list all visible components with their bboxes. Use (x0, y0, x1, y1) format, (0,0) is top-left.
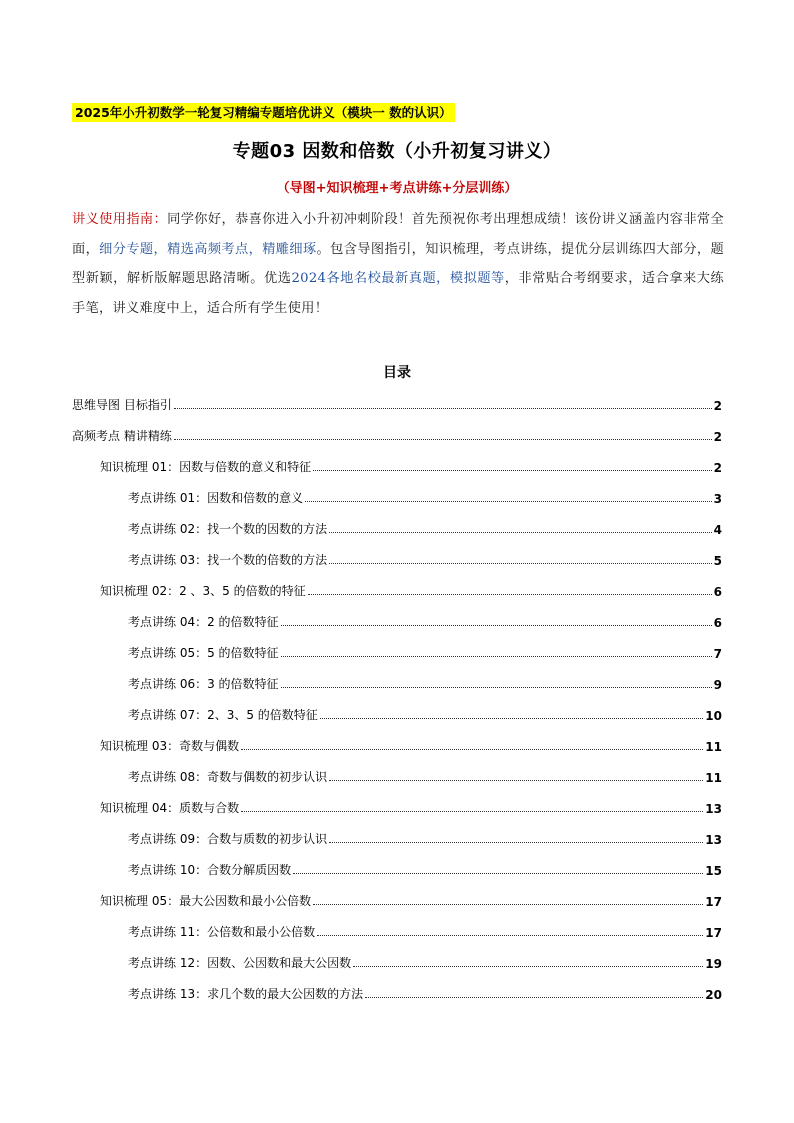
guide-text-2: 。包含导图指引，知识梳理，考点讲练，提优分层训练四大部分，题型新颖，解析版解题思路清晰。优选 (72, 241, 724, 286)
toc-dot-leader (281, 687, 712, 688)
toc-dot-leader (313, 470, 712, 471)
toc-entry[interactable] (100, 457, 722, 475)
toc-entry-label: 考点讲练 06：3 的倍数特征 (128, 677, 279, 691)
toc-heading: 目录 (383, 365, 411, 381)
toc-dot-leader (174, 408, 712, 409)
toc-entry-label: 知识梳理 01：因数与倍数的意义和特征 (100, 460, 312, 474)
toc-entry-label: 考点讲练 11：公倍数和最小公倍数 (128, 925, 316, 939)
toc-entry[interactable] (128, 860, 722, 878)
toc-entry-page: 10 (705, 709, 722, 723)
toc-entry-label: 考点讲练 07：2、3、5 的倍数特征 (128, 708, 318, 722)
toc-entry[interactable] (128, 922, 722, 940)
toc-entry-label: 知识梳理 05：最大公因数和最小公倍数 (100, 894, 312, 908)
page-title: 专题03 因数和倍数（小升初复习讲义） (232, 141, 562, 162)
toc-entry-page: 9 (713, 678, 722, 692)
toc-entry[interactable] (100, 798, 722, 816)
toc-entry-page: 5 (713, 554, 722, 568)
toc-dot-leader (174, 439, 712, 440)
toc-entry-page: 13 (705, 833, 722, 847)
toc-dot-leader (313, 904, 703, 905)
toc-dot-leader (305, 501, 712, 502)
toc-entry[interactable] (128, 984, 722, 1002)
toc-entry-label: 考点讲练 01：因数和倍数的意义 (128, 491, 304, 505)
toc-entry-label: 考点讲练 09：合数与质数的初步认识 (128, 832, 328, 846)
toc-dot-leader (329, 532, 712, 533)
toc-entry-label: 考点讲练 13：求几个数的最大公因数的方法 (128, 987, 364, 1001)
toc-dot-leader (281, 625, 712, 626)
toc-dot-leader (293, 873, 703, 874)
toc-dot-leader (329, 842, 703, 843)
toc-dot-leader (320, 718, 703, 719)
toc-entry[interactable] (100, 736, 722, 754)
toc-dot-leader (317, 935, 703, 936)
toc-entry[interactable] (128, 829, 722, 847)
toc-entry-label: 考点讲练 12：因数、公因数和最大公因数 (128, 956, 352, 970)
toc-entry-page: 3 (713, 492, 722, 506)
toc-entry[interactable] (128, 488, 722, 506)
toc-entry-page: 19 (705, 957, 722, 971)
toc-entry-page: 13 (705, 802, 722, 816)
toc-entry[interactable] (128, 674, 722, 692)
toc-entry-page: 2 (713, 430, 722, 444)
toc-entry-label: 知识梳理 02：2 、3、5 的倍数的特征 (100, 584, 306, 598)
guide-emphasis-1: 细分专题，精选高频考点，精雕细琢 (99, 241, 317, 257)
toc-dot-leader (241, 749, 703, 750)
toc-entry-page: 6 (713, 585, 722, 599)
toc-entry-page: 15 (705, 864, 722, 878)
toc-entry-label: 知识梳理 04：质数与合数 (100, 801, 240, 815)
toc-entry-page: 7 (713, 647, 722, 661)
guide-emphasis-2: 2024各地名校最新真题，模拟题等 (291, 271, 505, 286)
toc-entry[interactable] (128, 953, 722, 971)
toc-entry-page: 4 (713, 523, 722, 537)
toc-entry-label: 考点讲练 03：找一个数的倍数的方法 (128, 553, 328, 567)
toc-entry-page: 17 (705, 895, 722, 909)
toc-entry[interactable] (128, 519, 722, 537)
toc-entry-label: 思维导图 目标指引 (72, 398, 172, 412)
usage-guide-paragraph (72, 205, 724, 323)
toc-dot-leader (365, 997, 703, 998)
toc-entry-page: 2 (713, 399, 722, 413)
toc-entry-label: 考点讲练 02：找一个数的因数的方法 (128, 522, 328, 536)
toc-entry[interactable] (128, 643, 722, 661)
toc-dot-leader (353, 966, 703, 967)
toc-entry-page: 20 (705, 988, 722, 1002)
toc-entry-page: 17 (705, 926, 722, 940)
toc-dot-leader (281, 656, 712, 657)
toc-entry-page: 11 (705, 740, 722, 754)
toc-entry[interactable] (100, 581, 722, 599)
guide-lead: 讲义使用指南： (72, 212, 168, 227)
toc-entry-label: 考点讲练 04：2 的倍数特征 (128, 615, 279, 629)
guide-text-1: 同学你好，恭喜你进入小升初冲刺阶段！首先预祝你考出理想成绩！该份讲义涵盖内容非常全面， (72, 212, 725, 257)
toc-entry-page: 2 (713, 461, 722, 475)
toc-entry-label: 知识梳理 03：奇数与偶数 (100, 739, 240, 753)
toc-entry[interactable] (72, 395, 722, 413)
toc-entry[interactable] (72, 426, 722, 444)
guide-text-3: ，非常贴合考纲要求，适合拿来大练手笔，讲义难度中上，适合所有学生使用！ (72, 271, 724, 316)
toc-entry[interactable] (128, 550, 722, 568)
toc-entry-label: 考点讲练 08：奇数与偶数的初步认识 (128, 770, 328, 784)
toc-dot-leader (329, 780, 703, 781)
toc-entry-label: 考点讲练 10：合数分解质因数 (128, 863, 292, 877)
toc-entry-label: 考点讲练 05：5 的倍数特征 (128, 646, 279, 660)
series-banner: 2025年小升初数学一轮复习精编专题培优讲义（模块一 数的认识） (72, 103, 455, 122)
toc-entry[interactable] (128, 767, 722, 785)
toc-entry[interactable] (100, 891, 722, 909)
toc-entry-page: 11 (705, 771, 722, 785)
toc-entry[interactable] (128, 705, 722, 723)
toc-dot-leader (329, 563, 712, 564)
toc-dot-leader (241, 811, 703, 812)
toc-entry[interactable] (128, 612, 722, 630)
page-subtitle: （导图+知识梳理+考点讲练+分层训练） (276, 181, 518, 196)
toc-entry-label: 高频考点 精讲精练 (72, 429, 172, 443)
toc-entry-page: 6 (713, 616, 722, 630)
toc-dot-leader (308, 594, 712, 595)
